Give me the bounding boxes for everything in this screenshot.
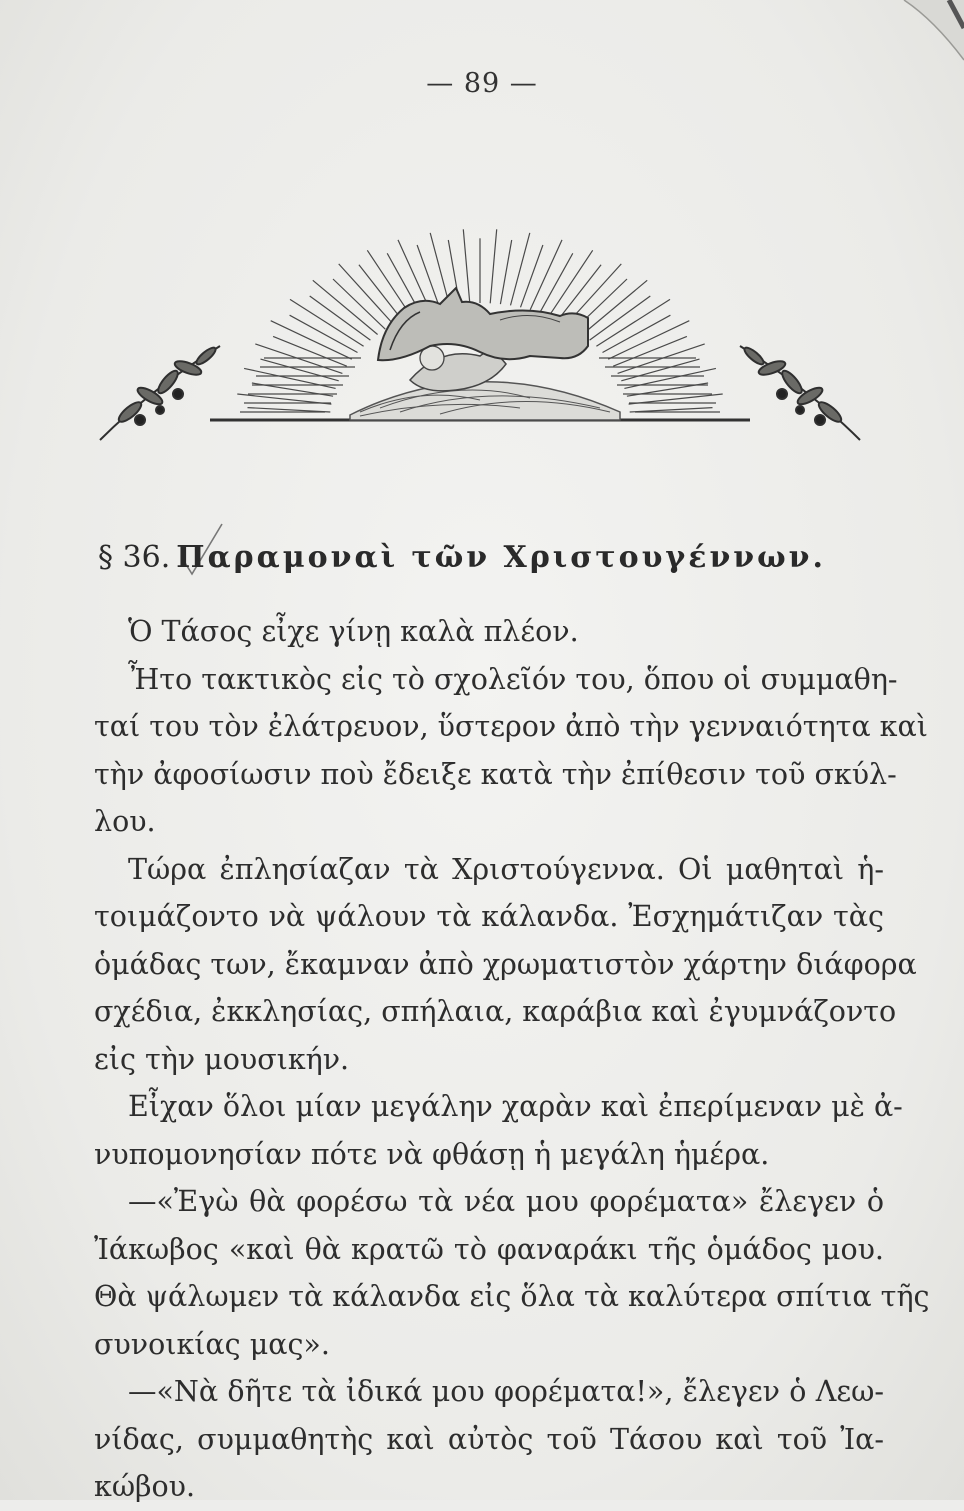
text-line: λου.: [94, 805, 156, 838]
sun-ray: [313, 280, 378, 334]
sun-ray: [290, 299, 364, 346]
sun-ray: [630, 408, 713, 412]
nativity-sunburst-illustration: [60, 150, 900, 450]
text-line: Ἦτο τακτικὸς εἰς τὸ σχολεῖόν του, ὅπου οἱ συμμαθη-: [128, 662, 898, 696]
text-line: συνοικίας μας».: [94, 1327, 330, 1361]
section-title: Παραμοναὶ τῶν Χριστουγέννων.: [176, 540, 826, 575]
sun-ray: [248, 408, 331, 412]
text-line: —«Ἐγὼ θὰ φορέσω τὰ νέα μου φορέματα» ἔλεγεν ὁ: [128, 1185, 884, 1218]
text-line: —«Νὰ δῆτε τὰ ἰδικά μου φορέματα!», ἔλεγεν ὁ Λεω-: [128, 1375, 884, 1408]
text-line: Θὰ ψάλωμεν τὰ κάλανδα εἰς ὅλα τὰ καλύτερα σπίτια τῆς: [94, 1280, 930, 1313]
sun-ray: [398, 240, 430, 310]
text-line: ὁμάδας των, ἔκαμναν ἀπὸ χρωματιστὸν χάρτην διάφορα: [94, 947, 917, 981]
text-line: τοιμάζοντο νὰ ψάλουν τὰ κάλανδα. Ἐσχημάτιζαν τὰς: [94, 900, 884, 933]
page-number: — 89 —: [426, 68, 538, 99]
sun-ray: [621, 359, 699, 381]
text-line: κώβου.: [94, 1470, 196, 1503]
text-line: νίδας, συμμαθητὴς καὶ αὐτὸς τοῦ Τάσου καὶ τοῦ Ἰα-: [94, 1422, 884, 1456]
text-line: ταί του τὸν ἐλάτρευον, ὕστερον ἀπὸ τὴν γενναιότητα καὶ: [94, 710, 928, 743]
text-line: εἰς τὴν μουσικήν.: [94, 1042, 350, 1076]
sun-ray: [463, 229, 470, 303]
sun-ray: [582, 280, 647, 334]
body-text: [94, 608, 930, 1511]
text-line: Ἰάκωβος «καὶ θὰ κρατῶ τὸ φαναράκι τῆς ὁμάδος μου.: [94, 1232, 884, 1266]
sun-ray: [490, 229, 497, 303]
sun-ray: [500, 240, 511, 304]
text-line: νυπομονησίαν πότε νὰ φθάσῃ ἡ μεγάλη ἡμέρα.: [94, 1137, 770, 1171]
text-line: Ὁ Τάσος εἶχε γίνῃ καλὰ πλέον.: [128, 615, 579, 648]
text-line: Εἶχαν ὅλοι μίαν μεγάλην χαρὰν καὶ ἐπερίμεναν μὲ ἀ-: [128, 1090, 903, 1123]
section-number: § 36.: [98, 540, 171, 575]
page-corner-curl: [894, 0, 964, 70]
section-heading: [98, 540, 826, 575]
sun-ray: [511, 233, 530, 306]
sun-ray: [540, 253, 573, 312]
sun-ray: [261, 359, 339, 381]
text-line: Τώρα ἐπλησίαζαν τὰ Χριστούγεννα. Οἱ μαθηταὶ ἡ-: [128, 852, 884, 886]
text-line: τὴν ἀφοσίωσιν ποὺ ἔδειξε κατὰ τὴν ἐπίθεσιν τοῦ σκύλ-: [94, 757, 897, 791]
sun-ray: [530, 240, 562, 310]
sun-ray: [596, 299, 670, 346]
text-line: σχέδια, ἐκκλησίας, σπήλαια, καράβια καὶ ἐγυμνάζοντο: [94, 995, 897, 1028]
sun-ray: [430, 233, 449, 306]
